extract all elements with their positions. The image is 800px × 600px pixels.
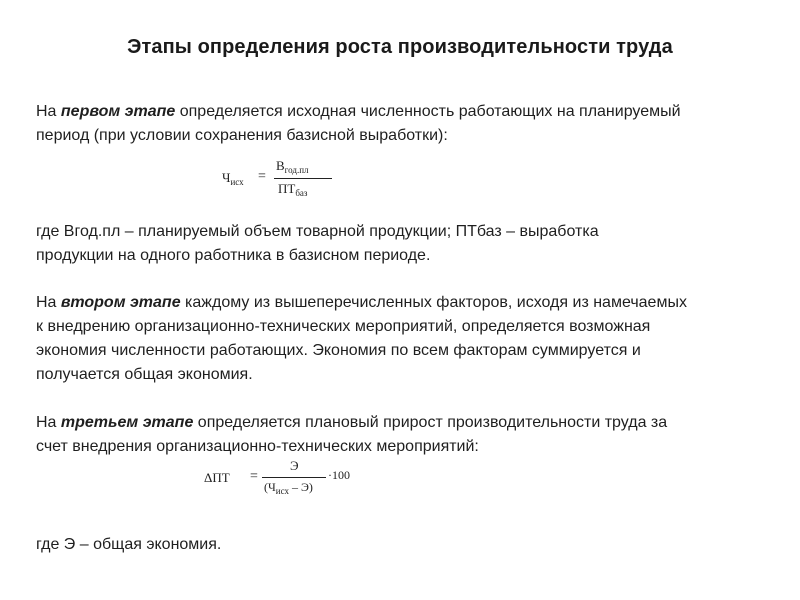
formula1-lhs: $Ч_{исх}$: [222, 170, 244, 187]
stage3-prefix: На: [36, 414, 61, 431]
formula1-denominator: $ПТ_{баз}$: [278, 181, 308, 198]
formula2-fraction-bar: [262, 477, 326, 478]
formula-productivity-growth: [204, 458, 374, 504]
formula1-equals: =: [258, 169, 266, 184]
note1-line2: продукции на одного работника в базисном периоде.: [36, 247, 431, 264]
stage3-paragraph: [36, 411, 776, 459]
stage3-emphasis: третьем этапе: [60, 414, 194, 431]
stage1-prefix: На: [36, 103, 61, 120]
stage1-paragraph: [36, 100, 776, 148]
stage3-line1: определяется плановый прирост производительности труда за: [193, 414, 668, 431]
stage2-line1: каждому из вышеперечисленных факторов, исходя из намечаемых: [180, 294, 687, 311]
formula2-lhs: ΔПТ: [204, 470, 230, 485]
formula2-multiplier: ·100: [328, 468, 350, 482]
formula1-fraction-bar: [274, 178, 332, 179]
formula2-equals: =: [250, 469, 258, 484]
stage2-emphasis: втором этапе: [60, 294, 181, 311]
note2-paragraph: где Э – общая экономия.: [36, 536, 222, 553]
formula2-numerator: Э: [290, 458, 299, 473]
stage3-line2: счет внедрения организационно-технических мероприятий:: [36, 438, 479, 455]
formula2-denominator: $(Ч_{исх} - Э)$: [264, 480, 313, 496]
note1-line1: где Вгод.пл – планируемый объем товарной продукции; ПТбаз – выработка: [36, 223, 599, 240]
stage2-line4: получается общая экономия.: [36, 366, 253, 383]
stage2-line3: экономия численности работающих. Экономия по всем факторам суммируется и: [36, 342, 641, 359]
page-title: Этапы определения роста производительности труда: [127, 36, 673, 58]
stage2-line2: к внедрению организационно-технических мероприятий, определяется возможная: [36, 318, 651, 335]
stage1-emphasis: первом этапе: [60, 103, 176, 120]
stage1-line2: период (при условии сохранения базисной выработки):: [36, 127, 448, 144]
formula1-numerator: $В_{год.пл}$: [276, 158, 309, 175]
stage1-line1: определяется исходная численность работающих на планируемый: [175, 103, 681, 120]
stage2-prefix: На: [36, 294, 61, 311]
formula-initial-headcount: [222, 158, 362, 204]
stage2-paragraph: [36, 291, 776, 387]
note1-paragraph: [36, 220, 776, 268]
